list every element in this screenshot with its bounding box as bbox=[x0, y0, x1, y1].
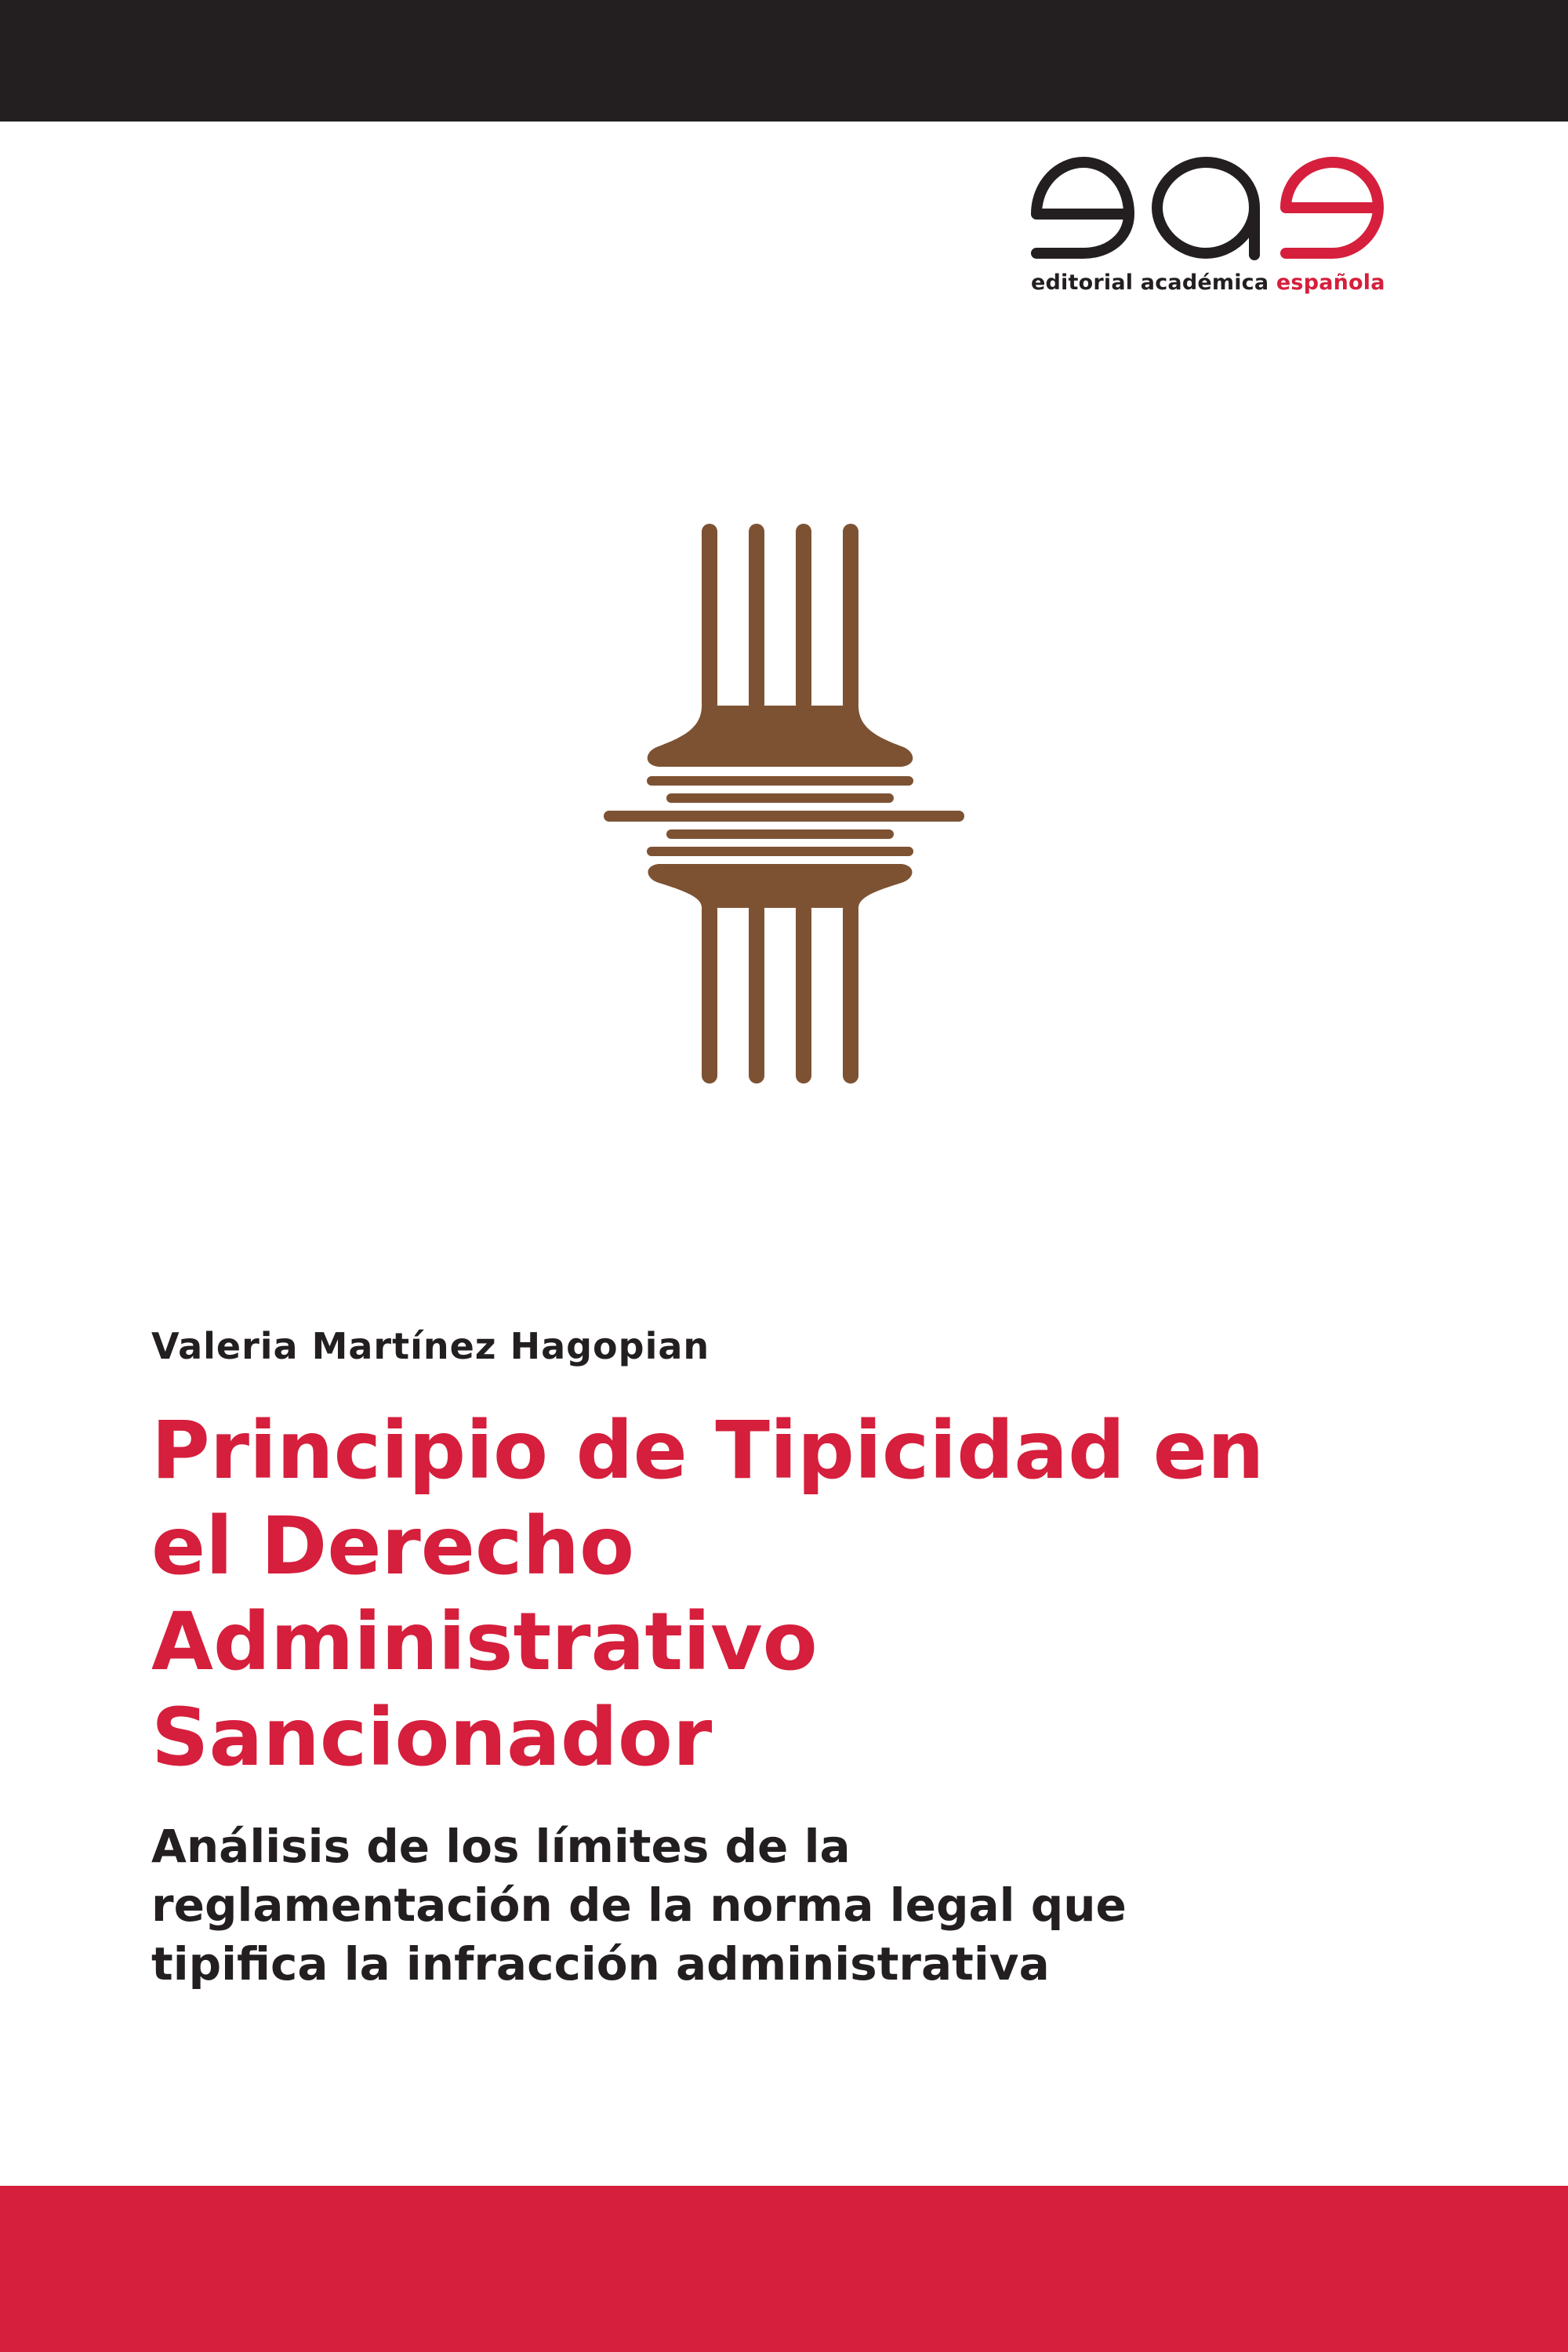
title-line: Sancionador bbox=[151, 1691, 713, 1784]
publisher-name-accent: española bbox=[1276, 270, 1385, 295]
author-name: Valeria Martínez Hagopian bbox=[151, 1325, 710, 1367]
eae-logo-icon bbox=[1027, 153, 1388, 263]
title-line: el Derecho bbox=[151, 1500, 635, 1593]
column-emblem bbox=[604, 517, 964, 1090]
subtitle-line: reglamentación de la norma legal que bbox=[151, 1878, 1127, 1932]
book-subtitle bbox=[151, 1817, 1500, 1994]
publisher-name bbox=[1031, 270, 1385, 295]
subtitle-line: Análisis de los límites de la bbox=[151, 1820, 851, 1873]
book-title bbox=[151, 1403, 1500, 1786]
publisher-name-main: editorial académica bbox=[1031, 270, 1276, 295]
top-band bbox=[0, 0, 1568, 122]
title-line: Principio de Tipicidad en bbox=[151, 1404, 1265, 1497]
title-line: Administrativo bbox=[151, 1595, 818, 1689]
publisher-logo bbox=[1027, 153, 1388, 302]
column-emblem-icon bbox=[604, 517, 964, 1090]
bottom-band bbox=[0, 2186, 1568, 2352]
subtitle-line: tipifica la infracción administrativa bbox=[151, 1937, 1050, 1991]
